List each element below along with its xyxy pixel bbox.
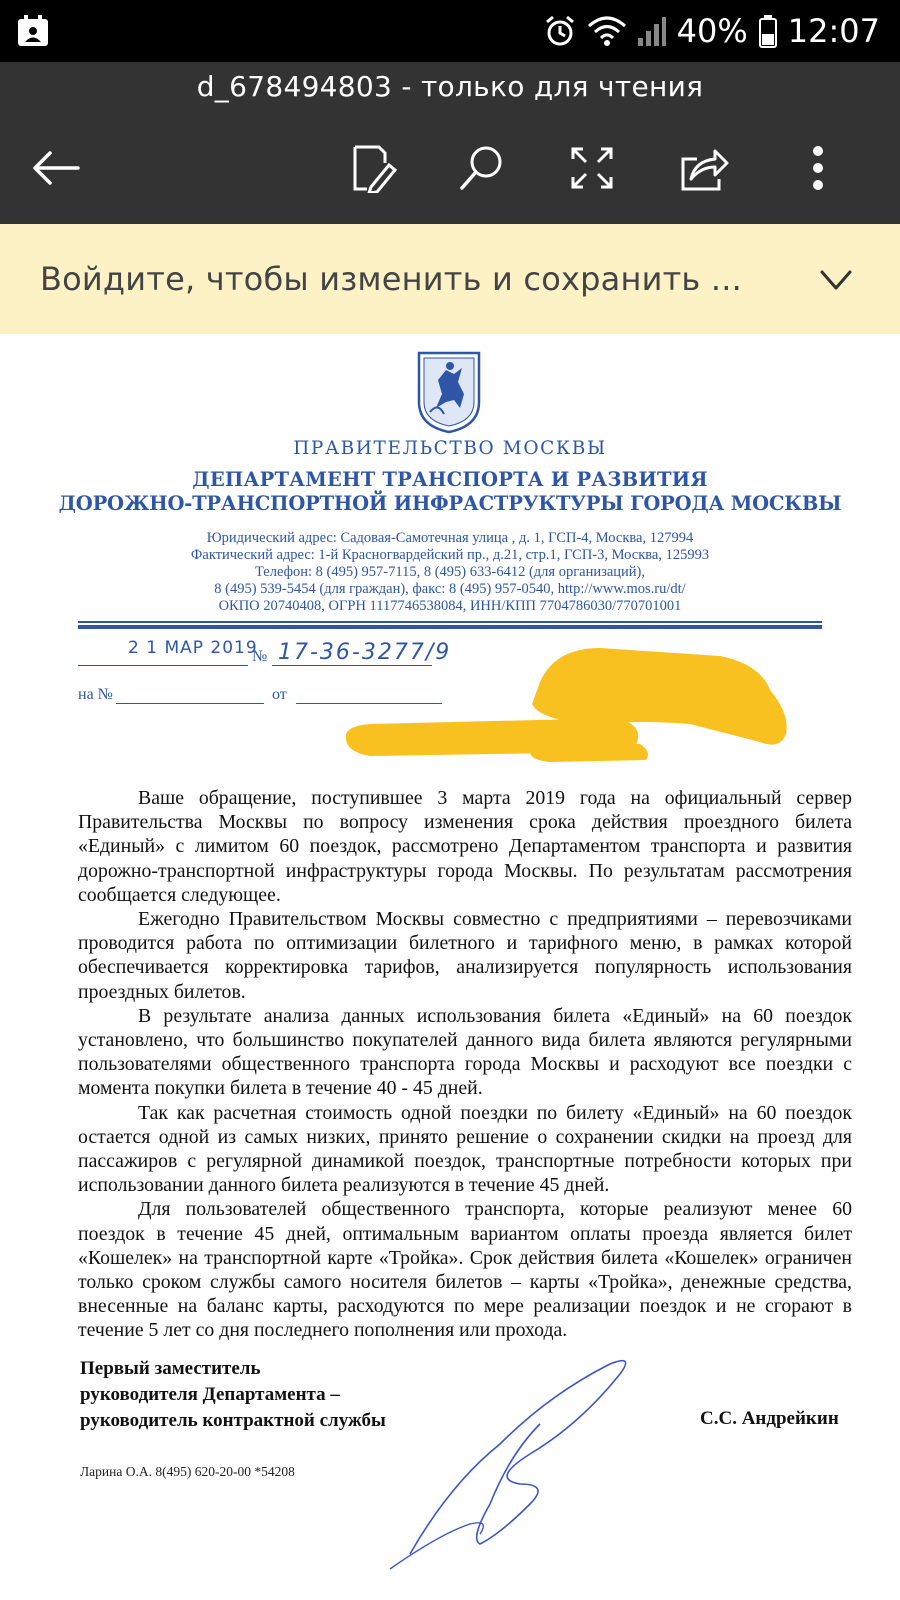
more-options-button[interactable] [790,140,846,196]
reply-to-underline [116,703,264,704]
back-button[interactable] [28,140,84,196]
paragraph: Ежегодно Правительством Москвы совместно с предприятиями – перевозчиками проводится работа по оптимизации билетного и тарифного меню, в рамках которой обеспечивается корректировка тарифов, анализируется популярность использования проездных билетов. [78,908,852,1003]
address-legal: Юридический адрес: Садовая-Самотечная улица , д. 1, ГСП-4, Москва, 127994 [206,530,694,546]
from-label: от [272,686,287,703]
paragraph: Так как расчетная стоимость одной поездки по билету «Единый» на 60 поездок остается одной из самых низких, принято решение о сохранении скидки на проезд для пассажиров с регулярной динамикой поездок, транспортные потребности которых при использовании данного билета реализуются в течение 45 дней. [78,1101,852,1197]
paragraph: Для пользователей общественного транспорта, которые реализуют менее 60 поездок в течение 45 дней, оптимальным вариантом оплаты проезда является билет «Кошелек» на транспортной карте «Тройка». Срок действия билета «Кошелек» ограничен только сроком службы самого носителя билетов – карты «Тройка», денежные средства, внесенные на баланс карты, расходуются по мере реализации поездок и не сгорают в течение 5 лет со дня последнего пополнения или прохода. [78,1198,852,1342]
document-title: d_678494803 - только для чтения [196,70,704,103]
fullscreen-button[interactable] [564,140,620,196]
signatory-title-line: руководитель контрактной службы [80,1410,386,1431]
registration-number: 17-36-3277/9 [278,640,452,665]
signatory-title-line: руководителя Департамента – [80,1384,340,1405]
address-actual: Фактический адрес: 1-й Красногвардейский пр., д.21, стр.1, ГСП-3, Москва, 125993 [190,547,710,563]
battery-percent: 40% [676,12,748,50]
reply-to-label: на № [78,686,113,703]
chevron-down-icon[interactable] [816,260,856,300]
department-name-line2: ДОРОЖНО-ТРАНСПОРТНОЙ ИНФРАСТРУКТУРЫ ГОРОДА МОСКВЫ [58,492,842,515]
date-underline [78,665,248,666]
alarm-icon [543,14,577,48]
sign-in-message: Войдите, чтобы изменить и сохранить ... [40,260,742,298]
share-button[interactable] [676,140,732,196]
search-button[interactable] [454,140,510,196]
app-bar [0,62,900,224]
registry-codes: ОКПО 20740408, ОГРН 1117746538084, ИНН/КПП 7704786030/770701001 [218,598,682,614]
calendar-notification-icon [16,14,50,48]
signatory-name: С.С. Андрейкин [700,1408,839,1429]
edit-icon [351,143,397,193]
department-name-line1: ДЕПАРТАМЕНТ ТРАНСПОРТА И РАЗВИТИЯ [192,468,708,491]
status-bar [0,0,900,62]
wifi-icon [587,14,627,48]
share-icon [679,145,729,191]
government-name: ПРАВИТЕЛЬСТВО МОСКВЫ [293,438,607,459]
phone-line: Телефон: 8 (495) 957-7115, 8 (495) 633-6412 (для организаций), [255,564,645,580]
letterhead-divider-thick [78,625,822,629]
signatory-title-line: Первый заместитель [80,1358,261,1379]
document-page [0,334,900,1600]
signal-icon [637,14,667,48]
letterhead-divider-thin [78,621,822,623]
back-arrow-icon [32,150,80,186]
handwritten-signature [380,1334,650,1574]
signatory-title [80,1356,386,1434]
executor-contact: Ларина О.А. 8(495) 620-20-00 *54208 [80,1464,295,1479]
fullscreen-icon [569,145,615,191]
search-icon [458,144,506,192]
number-label: № [252,648,268,665]
clock: 12:07 [787,12,880,50]
paragraph: В результате анализа данных использования билета «Единый» на 60 поездок установлено, что большинство покупателей данного вида билета являются регулярными пользователями общественного транспорта города Москвы и расходуют все поездки с момента покупки билета в течение 40 - 45 дней. [78,1004,852,1100]
battery-icon [758,14,778,48]
edit-button[interactable] [346,140,402,196]
sign-in-banner[interactable] [0,224,900,334]
more-icon [812,145,824,191]
registration-date: 2 1 МАР 2019 [128,638,258,658]
paragraph: Ваше обращение, поступившее 3 марта 2019 года на официальный сервер Правительства Москвы по вопросу изменения срока действия проездного билета «Единый» с лимитом 60 поездок, рассмотрено Департаментом транспорта и развития дорожно-транспортной инфраструктуры города Москвы. По результатам рассмотрения сообщается следующее. [78,787,852,906]
fax-line: 8 (495) 539-5454 (для граждан), факс: 8 (495) 957-0540, http://www.mos.ru/dt/ [214,581,686,597]
moscow-coat-of-arms-icon [416,350,482,434]
letter-body [78,786,852,1343]
redaction-mark [340,634,810,764]
